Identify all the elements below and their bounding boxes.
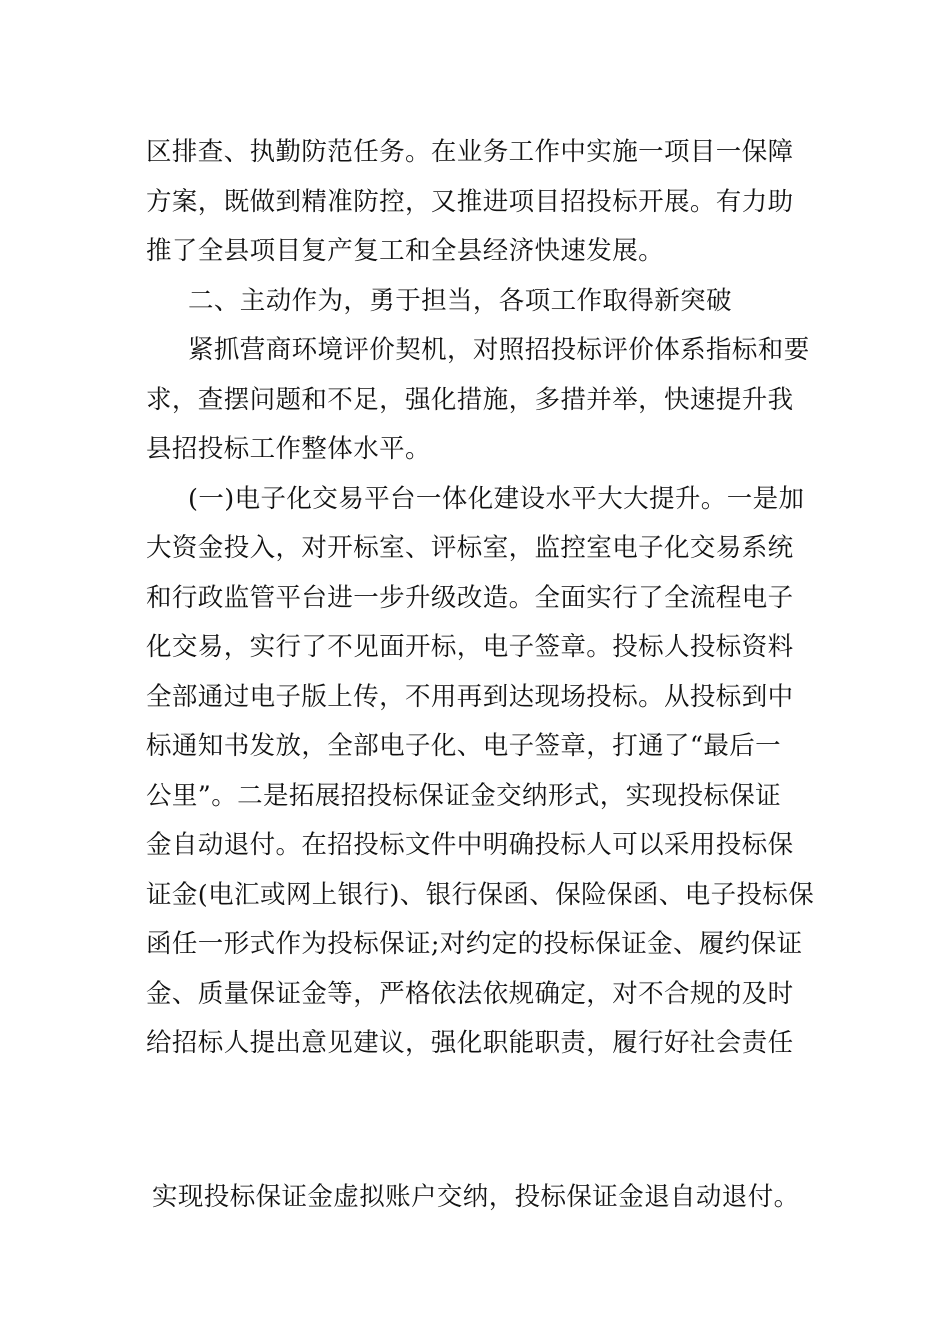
section-heading: 二、主动作为，勇于担当，各项工作取得新突破 xyxy=(188,285,732,316)
text-line: 全部通过电子版上传，不用再到达现场投标。从投标到中 xyxy=(146,681,794,712)
text-line: 证金(电汇或网上银行)、银行保函、保险保函、电子投标保 xyxy=(146,879,815,910)
text-line: 金、质量保证金等，严格依法依规确定，对不合规的及时 xyxy=(146,978,794,1009)
text-line: 区排查、执勤防范任务。在业务工作中实施一项目一保障 xyxy=(146,137,794,167)
text-line: 金自动退付。在招投标文件中明确投标人可以采用投标保 xyxy=(146,830,794,860)
body-text xyxy=(146,128,815,1069)
text-line: 函任一形式作为投标保证;对约定的投标保证金、履约保证 xyxy=(146,929,803,959)
text-line: 方案，既做到精准防控，又推进项目招投标开展。有力助 xyxy=(146,186,794,217)
text-line: 和行政监管平台进一步升级改造。全面实行了全流程电子 xyxy=(146,582,794,613)
text-line: 大资金投入，对开标室、评标室，监控室电子化交易系统 xyxy=(146,533,794,563)
text-line: 紧抓营商环境评价契机，对照招投标评价体系指标和要 xyxy=(188,335,810,365)
text-line: 标通知书发放，全部电子化、电子签章，打通了“最后一 xyxy=(146,731,782,761)
text-line: 推了全县项目复产复工和全县经济快速发展。 xyxy=(146,236,665,266)
text-line: 公里”。二是拓展招投标保证金交纳形式，实现投标保证 xyxy=(146,780,782,811)
text-line: 化交易，实行了不见面开标，电子签章。投标人投标资料 xyxy=(146,632,794,662)
footnote-text: 实现投标保证金虚拟账户交纳，投标保证金退自动退付。 xyxy=(152,1182,800,1212)
subsection-heading-line: (一)电子化交易平台一体化建设水平大大提升。一是加 xyxy=(188,483,805,514)
text-line: 求，查摆问题和不足，强化措施，多措并举，快速提升我 xyxy=(146,384,794,415)
text-line: 县招投标工作整体水平。 xyxy=(146,434,431,464)
text-line: 给招标人提出意见建议，强化职能职责，履行好社会责任 xyxy=(146,1028,794,1058)
